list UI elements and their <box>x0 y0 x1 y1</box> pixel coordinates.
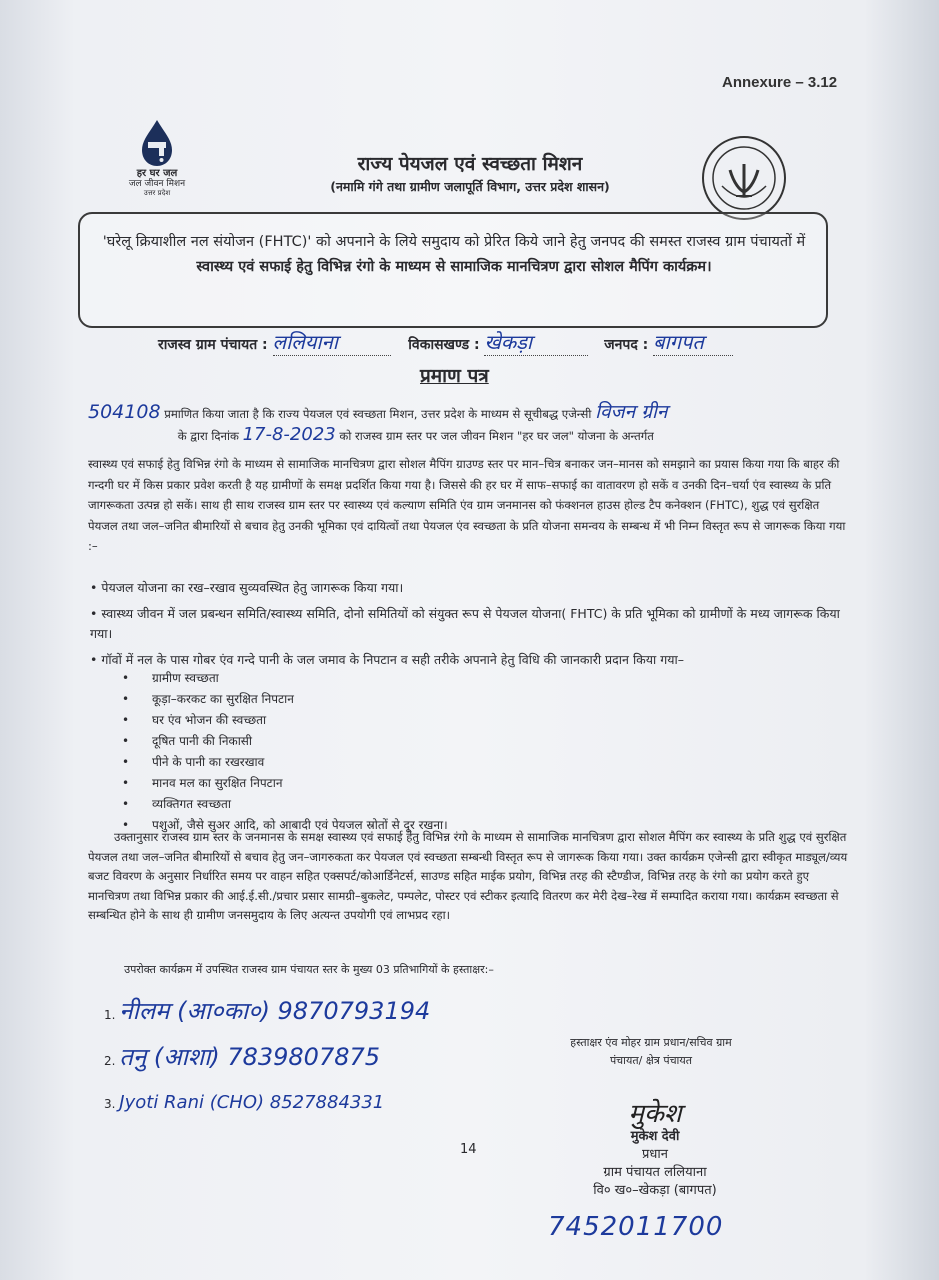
gram-field <box>273 328 391 356</box>
sub-bullet-item: • व्यक्तिगत स्वच्छता <box>122 794 448 815</box>
bullet-text: पेयजल योजना का रख–रखाव सुव्यवस्थित हेतु जागरूक किया गया। <box>101 580 404 595</box>
signature-handwriting: नीलम (आ०का०) 9870793194 <box>119 997 431 1025</box>
pradhan-block: वि० ख०–खेकड़ा (बागपत) <box>593 1183 717 1198</box>
certificate-line-1: प्रमाणित किया जाता है कि राज्य पेयजल एवं स्वच्छता मिशन, उत्तर प्रदेश के माध्यम से सूचीबद्ध एजेन्सी <box>164 407 592 421</box>
sub-bullet-item: • दूषित पानी की निकासी <box>122 731 448 752</box>
signature-handwriting: Jyoti Rani (CHO) 8527884331 <box>119 1092 385 1113</box>
programme-text: 'घरेलू क्रियाशील नल संयोजन (FHTC)' को अपनाने के लिये समुदाय को प्रेरित किये जाने हेतु जनपद की समस्त राजस्व ग्राम पंचायतों में <box>102 234 806 250</box>
conclusion-paragraph: उक्तानुसार राजस्व ग्राम स्तर के जनमानस के समक्ष स्वास्थ्य एवं सफाई हेतु विभिन्न रंगो के माध्यम से सामाजिक मानचित्रण द्वारा सोशल मैपिंग कर स्वास्थ्य के प्रति शुद्ध एवं सुरक्षित पेयजल तथा जल–जनित बीमारियों से बचाव हेतु जन–जागरुकता कर पेयजल एवं स्वच्छता सम्बन्धी विस्तृत रूप से जागरूक किया गया। उक्त कार्यक्रम एजेन्सी द्वारा स्वीकृत माड्यूल/व्यय बजट विवरण के अनुसार निर्धारित समय पर वाहन सहित एक्सपर्ट/कोआर्डिनेटर्स, साउण्ड सहित माईक प्रयोग, विभिन्न तरह की स्टैण्डीज, विभिन्न तरह के रंगो का प्रयोग करते हुए मानचित्रण तथा विभिन्न प्रकार की आई.ई.सी./प्रचार प्रसार सामग्री–बुकलेट, पम्पलेट, पोस्टर एवं स्टीकर इत्यादि वितरण कर मेरी देख–रेख में सम्पादित कराया गया। कार्यक्रम स्वच्छता से सम्बन्धित होने के साथ ही ग्रामीण जनसमुदाय के लिए अत्यन्त उपयोगी एवं लाभप्रद रहा। <box>88 830 848 922</box>
location-row <box>158 328 838 356</box>
programme-description <box>92 230 816 280</box>
certificate-line-2-post: को राजस्व ग्राम स्तर पर जल जीवन मिशन "हर घर जल" योजना के अन्तर्गत <box>339 428 654 443</box>
certificate-title: प्रमाण पत्र <box>420 365 489 387</box>
bullet-item: • गॉवों में नल के पास गोबर एंव गन्दे पानी के जल जमाव के निपटान व सही तरीके अपनाने हेतु विधि की जानकारी प्रदान किया गया– <box>90 652 685 667</box>
participant-signature-1 <box>104 994 430 1027</box>
programme-bold-text: स्वास्थ्य एवं सफाई हेतु विभिन्न रंगो के माध्यम से सामाजिक मानचित्रण द्वारा सोशल मैपिंग कार्यक्रम। <box>196 259 712 275</box>
bullet-text: गॉवों में नल के पास गोबर एंव गन्दे पानी के जल जमाव के निपटान व सही तरीके अपनाने हेतु विधि की जानकारी प्रदान किया गया– <box>101 652 685 667</box>
pradhan-title: प्रधान <box>642 1147 668 1162</box>
signature-number: 3. <box>104 1097 116 1111</box>
certificate-line-2-pre: के द्वारा दिनांक <box>177 428 239 443</box>
programme-box <box>78 212 828 328</box>
bullet-item: • पेयजल योजना का रख–रखाव सुव्यवस्थित हेतु जागरूक किया गया। <box>90 580 404 595</box>
pradhan-stamp <box>540 1100 770 1200</box>
sub-bullet-item: • घर एंव भोजन की स्वच्छता <box>122 710 448 731</box>
agency-name: विजन ग्रीन <box>595 401 668 423</box>
district-value: बागपत <box>653 330 704 354</box>
signature-number: 1. <box>104 1008 116 1022</box>
sub-bullet-item: • पशुओं, जैसे सुअर आदि, को आबादी एवं पेयजल स्रोतों से दूर रखना। <box>122 815 448 836</box>
up-government-seal <box>700 134 788 222</box>
certificate-body: स्वास्थ्य एवं सफाई हेतु विभिन्न रंगो के माध्यम से सामाजिक मानचित्रण द्वारा सोशल मैपिंग ग्राउण्ड स्तर पर मान–चित्र बनाकर जन–मानस को समझाने का प्रयास किया गया कि बाहर की गन्दगी घर में किस प्रकार प्रवेश करती है यह ग्रामीणों के समक्ष प्रदर्शित किया गया है। जिससे की हर घर में साफ–सफाई का वातावरण हो सकें व उनकी दिन–चर्या एंव स्वास्थ्य के प्रति जागरूकता उत्पन्न हो सकें। साथ ही साथ राजस्व ग्राम स्तर पर स्वास्थ्य एवं कल्याण समिति एंव ग्राम जनमानस को फंक्शनल हाउस होल्ड टैप कनेक्शन (FHTC), शुद्ध एवं सुरक्षित पेयजल तथा जल–जनित बीमारियों से बचाव हेतु उनकी भूमिका एवं दायित्वों तथा पेयजल एंव स्वच्छता के प्रति योजना समन्वय के सम्बन्ध में भी निम्न विस्तृत रूप से जागरूक किया गया :– <box>88 457 846 553</box>
signature-number: 2. <box>104 1054 116 1068</box>
logo-line-2: जल जीवन मिशन <box>128 179 186 189</box>
participant-signature-2 <box>104 1040 380 1073</box>
pradhan-signature: मुकेश <box>628 1099 682 1129</box>
pradhan-phone: 7452011700 <box>548 1212 724 1242</box>
sub-bullet-item: • मानव मल का सुरक्षित निपटान <box>122 773 448 794</box>
bullet-text: स्वास्थ्य जीवन में जल प्रबन्धन समिति/स्वास्थ्य समिति, दोनो समितियों को संयुक्त रूप से पेयजल योजना( FHTC) के प्रति भूमिका को ग्रामीणों के मध्य जागरूक किया गया। <box>90 606 840 641</box>
logo-line-3: उत्तर प्रदेश <box>143 189 171 197</box>
district-label: जनपद : <box>604 337 649 353</box>
gram-value: ललियाना <box>272 330 338 354</box>
bullet-list <box>90 578 850 670</box>
sub-bullet-item: • ग्रामीण स्वच्छता <box>122 668 448 689</box>
certificate-opening <box>88 402 848 446</box>
sub-bullet-item: • पीने के पानी का रखरखाव <box>122 752 448 773</box>
programme-date: 17-8-2023 <box>242 423 336 445</box>
district-field <box>653 328 733 356</box>
stamp-label: हस्ताक्षर एंव मोहर ग्राम प्रधान/सचिव ग्राम पंचायत/ क्षेत्र पंचायत <box>570 1036 732 1067</box>
bullet-item: • स्वास्थ्य जीवन में जल प्रबन्धन समिति/स्वास्थ्य समिति, दोनो समितियों को संयुक्त रूप से पेयजल योजना( FHTC) के प्रति भूमिका को ग्रामीणों के मध्य जागरूक किया गया। <box>90 606 840 641</box>
pradhan-name: मुकेश देवी <box>630 1129 680 1144</box>
pradhan-gram-panchayat: ग्राम पंचायत ललियाना <box>603 1165 707 1180</box>
har-ghar-jal-logo <box>102 118 212 204</box>
up-government-seal-icon <box>700 134 788 222</box>
sub-bullet-list <box>122 668 448 836</box>
reference-number: 504108 <box>88 401 161 423</box>
mission-subtitle: (नमामि गंगे तथा ग्रामीण जलापूर्ति विभाग, उत्तर प्रदेश शासन) <box>330 179 610 194</box>
participants-note: उपरोक्त कार्यक्रम में उपस्थित राजस्व ग्राम पंचायत स्तर के मुख्य 03 प्रतिभागियों के हस्ताक्षर:– <box>124 963 494 976</box>
gram-label: राजस्व ग्राम पंचायत : <box>158 337 268 353</box>
block-label: विकासखण्ड : <box>408 337 480 353</box>
signature-handwriting: तनु (आशा) 7839807875 <box>119 1043 381 1071</box>
logo-line-1: हर घर जल <box>136 168 178 179</box>
block-value: खेकड़ा <box>484 330 533 354</box>
sub-bullet-item: • कूड़ा–करकट का सुरक्षित निपटान <box>122 689 448 710</box>
annexure-label: Annexure – 3.12 <box>722 74 838 91</box>
mission-title: राज्य पेयजल एवं स्वच्छता मिशन <box>357 153 583 175</box>
participant-signature-3 <box>104 1092 384 1113</box>
page-number: 14 <box>460 1142 477 1157</box>
block-field <box>484 328 588 356</box>
water-drop-tap-icon <box>132 118 182 168</box>
